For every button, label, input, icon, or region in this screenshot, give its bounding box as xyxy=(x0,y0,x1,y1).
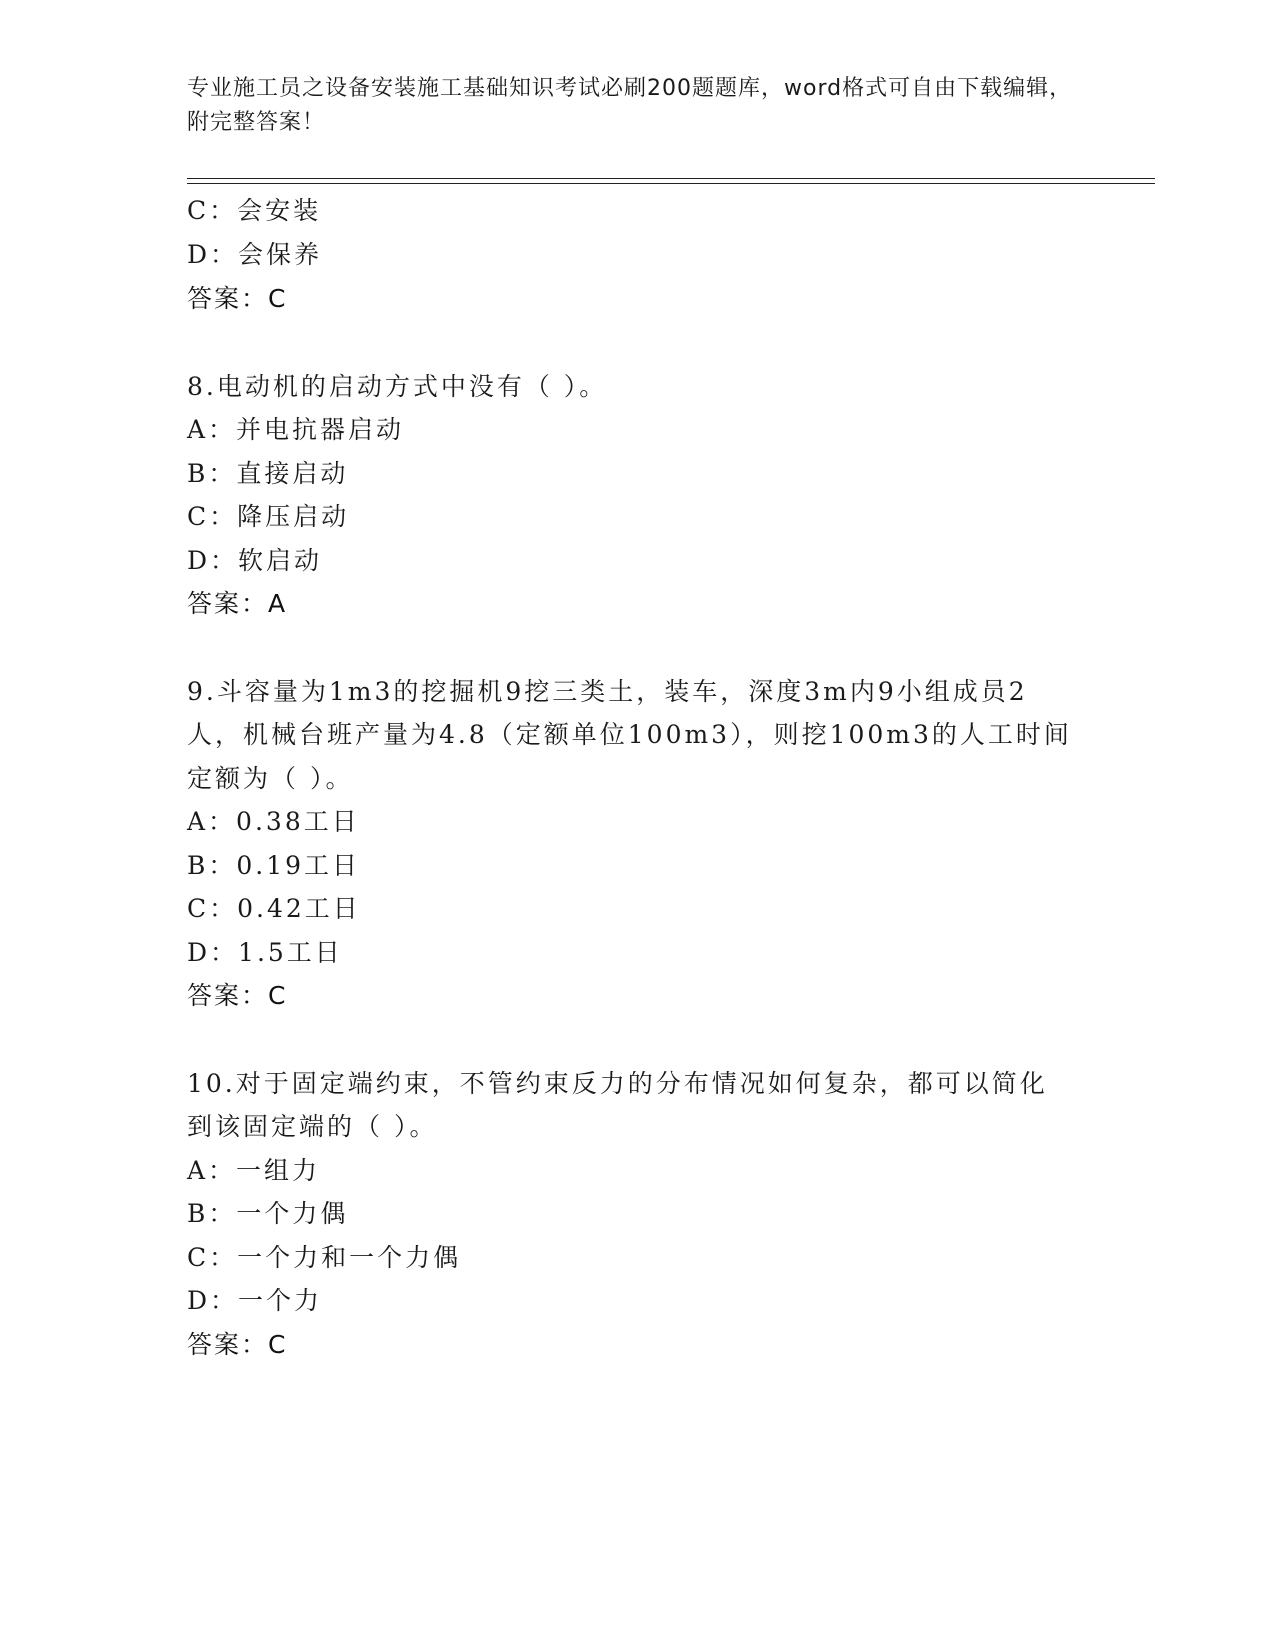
q10-stem-line1: 10.对于固定端约束，不管约束反力的分布情况如何复杂，都可以简化 xyxy=(187,1069,1048,1098)
q8-option-b: B：直接启动 xyxy=(187,459,349,488)
header-divider-top xyxy=(187,178,1155,179)
q10-answer: 答案：C xyxy=(187,1330,288,1359)
page-header-title: 专业施工员之设备安装施工基础知识考试必刷200题题库，word格式可自由下载编辑，附完整答案！ xyxy=(187,76,1073,135)
q9-stem-line2: 人，机械台班产量为4.8（定额单位100m3），则挖100m3的人工时间 xyxy=(187,720,1072,749)
q8-option-d: D：软启动 xyxy=(187,546,323,575)
prev-question-option-c: C：会安装 xyxy=(187,196,322,225)
q9-option-b: B：0.19工日 xyxy=(187,851,361,880)
q10-option-d: D：一个力 xyxy=(187,1286,323,1315)
q10-stem-line2: 到该固定端的（ ）。 xyxy=(187,1112,438,1141)
q8-answer: 答案：A xyxy=(187,589,288,618)
q9-option-a: A：0.38工日 xyxy=(187,807,360,836)
q8-option-c: C：降压启动 xyxy=(187,502,350,531)
q9-stem-line1: 9.斗容量为1m3的挖掘机9挖三类土，装车，深度3m内9小组成员2 xyxy=(187,677,1028,706)
prev-question-option-d: D：会保养 xyxy=(187,240,323,269)
q9-answer: 答案：C xyxy=(187,981,288,1010)
q10-option-a: A：一组力 xyxy=(187,1156,321,1185)
header-divider-bottom xyxy=(187,183,1155,184)
q8-option-a: A：并电抗器启动 xyxy=(187,415,405,444)
q9-option-d: D：1.5工日 xyxy=(187,938,343,967)
prev-question-answer: 答案：C xyxy=(187,284,288,313)
q10-option-c: C：一个力和一个力偶 xyxy=(187,1243,462,1272)
q9-stem-line3: 定额为（ ）。 xyxy=(187,764,354,793)
q8-stem: 8.电动机的启动方式中没有（ ）。 xyxy=(187,372,608,401)
q9-option-c: C：0.42工日 xyxy=(187,894,361,923)
q10-option-b: B：一个力偶 xyxy=(187,1199,349,1228)
